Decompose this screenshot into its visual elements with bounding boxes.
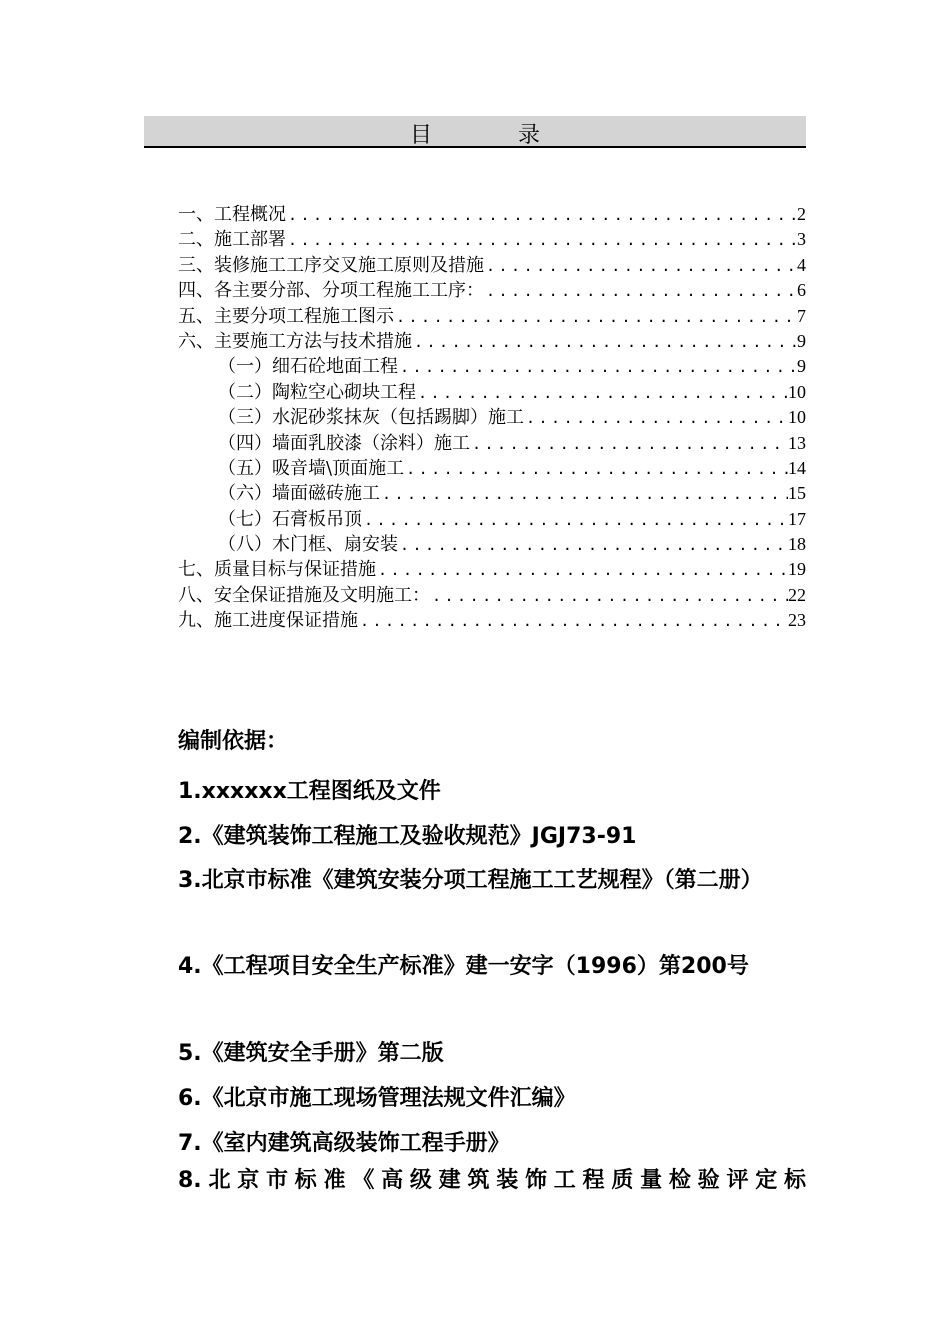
- toc-entry[interactable]: [178, 583, 806, 608]
- toc-title: 目录: [409, 123, 626, 148]
- toc-entry-label: 二、施工部署: [178, 229, 286, 251]
- toc-entry[interactable]: [178, 329, 806, 354]
- toc-entry[interactable]: [178, 227, 806, 252]
- toc-leader-dots: [376, 558, 788, 583]
- basis-item-2: 2.《建筑装饰工程施工及验收规范》JGJ73-91: [178, 824, 637, 849]
- toc-entry-label: 九、施工进度保证措施: [178, 610, 358, 632]
- toc-leader-dots: [404, 457, 788, 482]
- toc-entry[interactable]: [178, 278, 806, 303]
- toc-entry[interactable]: [178, 608, 806, 633]
- toc-entry-label: 六、主要施工方法与技术措施: [178, 330, 412, 352]
- toc-entry-label: 三、装修施工工序交叉施工原则及措施: [178, 254, 484, 276]
- toc-entry[interactable]: [178, 507, 806, 532]
- toc-leader-dots: [470, 432, 788, 457]
- toc-entry[interactable]: [178, 405, 806, 430]
- table-of-contents: [178, 202, 806, 634]
- toc-entry-label: （七）石膏板吊顶: [218, 508, 362, 530]
- toc-entry-page: 22: [788, 584, 806, 605]
- basis-item-6: 6.《北京市施工现场管理法规文件汇编》: [178, 1086, 576, 1111]
- toc-entry-label: （三）水泥砂浆抹灰（包括踢脚）施工: [218, 407, 524, 429]
- toc-leader-dots: [286, 203, 797, 228]
- toc-entry-page: 23: [788, 610, 806, 631]
- toc-entry-page: 9: [797, 330, 806, 351]
- toc-entry-label: 八、安全保证措施及文明施工：: [178, 584, 430, 606]
- toc-leader-dots: [484, 254, 797, 279]
- toc-entry-label: （八）木门框、扇安装: [218, 534, 398, 556]
- basis-item-7: 7.《室内建筑高级装饰工程手册》: [178, 1131, 510, 1156]
- basis-item-8: 8.北京市标准《高级建筑装饰工程质量检验评定标: [178, 1168, 806, 1193]
- toc-entry-label: 一、工程概况: [178, 204, 286, 225]
- toc-title-bar: [144, 116, 806, 148]
- basis-item-3: 3.北京市标准《建筑安装分项工程施工工艺规程》（第二册）: [178, 868, 763, 893]
- basis-item-1: 1.xxxxxx工程图纸及文件: [178, 779, 441, 804]
- toc-entry-page: 6: [797, 280, 806, 301]
- toc-entry[interactable]: [178, 481, 806, 506]
- toc-leader-dots: [286, 228, 797, 253]
- toc-entry[interactable]: [178, 380, 806, 405]
- toc-entry-page: 13: [788, 432, 806, 453]
- toc-entry-label: （二）陶粒空心砌块工程: [218, 381, 416, 403]
- toc-entry-page: 2: [797, 204, 806, 224]
- toc-entry-page: 7: [797, 305, 806, 326]
- toc-leader-dots: [358, 609, 788, 634]
- toc-leader-dots: [362, 508, 788, 533]
- toc-entry-page: 3: [797, 229, 806, 250]
- toc-entry[interactable]: [178, 253, 806, 278]
- toc-entry[interactable]: [178, 202, 806, 227]
- toc-entry-page: 10: [788, 407, 806, 428]
- toc-entry-label: （六）墙面磁砖施工: [218, 483, 380, 505]
- toc-entry-page: 4: [797, 254, 806, 275]
- toc-entry-page: 14: [788, 457, 806, 478]
- basis-item-4: 4.《工程项目安全生产标准》建一安字（1996）第200号: [178, 954, 749, 979]
- toc-leader-dots: [398, 533, 788, 558]
- toc-entry-page: 19: [788, 559, 806, 580]
- toc-entry-label: （四）墙面乳胶漆（涂料）施工: [218, 432, 470, 454]
- toc-leader-dots: [524, 406, 788, 431]
- toc-entry-page: 17: [788, 508, 806, 529]
- toc-entry-page: 18: [788, 534, 806, 555]
- toc-leader-dots: [412, 330, 797, 355]
- toc-leader-dots: [394, 305, 797, 330]
- toc-entry[interactable]: [178, 557, 806, 582]
- toc-entry[interactable]: [178, 304, 806, 329]
- toc-entry-label: （一）细石砼地面工程: [218, 356, 398, 378]
- toc-entry[interactable]: [178, 431, 806, 456]
- toc-leader-dots: [484, 279, 797, 304]
- toc-entry-label: 四、各主要分部、分项工程施工工序：: [178, 280, 484, 302]
- toc-entry[interactable]: [178, 532, 806, 557]
- toc-entry-page: 10: [788, 381, 806, 402]
- toc-entry-label: （五）吸音墙\顶面施工: [218, 457, 405, 479]
- toc-entry[interactable]: [178, 354, 806, 379]
- toc-leader-dots: [398, 355, 797, 380]
- basis-item-5: 5.《建筑安全手册》第二版: [178, 1041, 444, 1066]
- toc-leader-dots: [416, 381, 788, 406]
- toc-entry-label: 七、质量目标与保证措施: [178, 559, 376, 581]
- toc-leader-dots: [430, 584, 788, 609]
- toc-leader-dots: [380, 482, 788, 507]
- toc-entry-label: 五、主要分项工程施工图示: [178, 305, 394, 327]
- toc-entry-page: 9: [797, 356, 806, 377]
- toc-entry[interactable]: [178, 456, 806, 481]
- toc-entry-page: 15: [788, 483, 806, 504]
- basis-heading: 编制依据：: [178, 729, 289, 754]
